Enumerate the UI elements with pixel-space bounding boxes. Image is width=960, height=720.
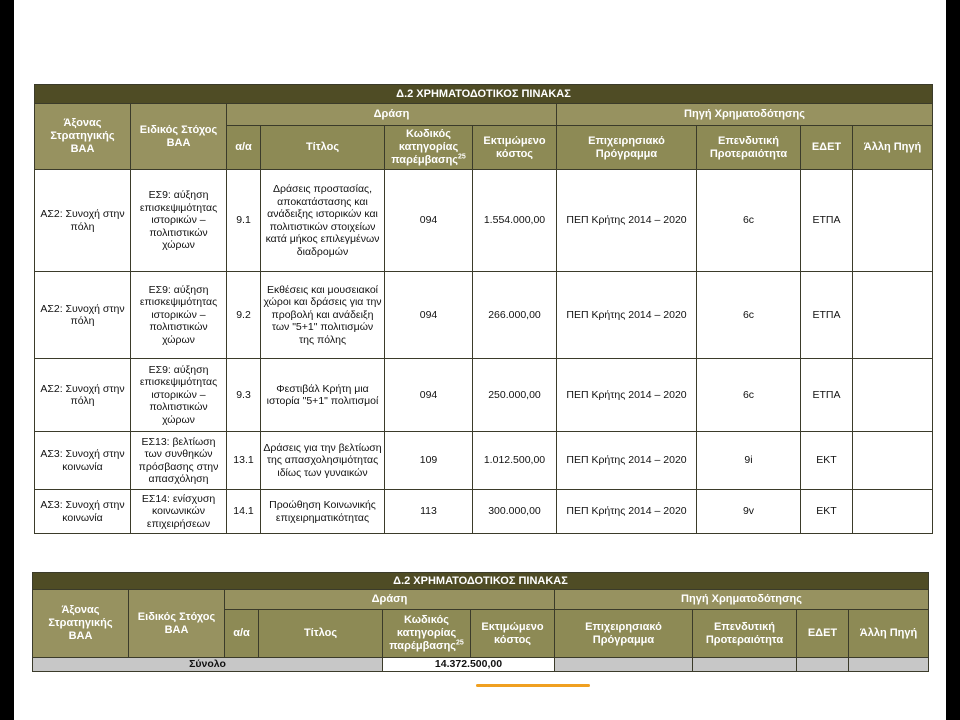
cell-program: ΠΕΠ Κρήτης 2014 – 2020 [557, 359, 697, 432]
cell-cost: 1.554.000,00 [473, 170, 557, 272]
header-objective: Ειδικός Στόχος ΒΑΑ [131, 104, 227, 170]
cell-other [853, 432, 933, 490]
total-row [33, 658, 929, 672]
cell-title: Δράσεις για την βελτίωση της απασχολησιμότητας ιδίως των γυναικών [261, 432, 385, 490]
summary-header-code: Κωδικός κατηγορίας παρέμβασης$^{25}$ [383, 610, 471, 658]
cell-code: 094 [385, 170, 473, 272]
header-title: Τίτλος [261, 126, 385, 170]
summary-header-objective: Ειδικός Στόχος ΒΑΑ [129, 590, 225, 658]
summary-header-action-group: Δράση [225, 590, 555, 610]
summary-header-title: Τίτλος [259, 610, 383, 658]
total-value: 14.372.500,00 [383, 658, 555, 672]
cell-program: ΠΕΠ Κρήτης 2014 – 2020 [557, 170, 697, 272]
cell-cost: 1.012.500,00 [473, 432, 557, 490]
table-row [35, 170, 933, 272]
total-label: Σύνολο [33, 658, 383, 672]
header-funding-group: Πηγή Χρηματοδότησης [557, 104, 933, 126]
cell-priority: 6c [697, 359, 801, 432]
cell-priority: 9v [697, 490, 801, 534]
table-row [35, 359, 933, 432]
summary-header-funding-group: Πηγή Χρηματοδότησης [555, 590, 929, 610]
cell-program: ΠΕΠ Κρήτης 2014 – 2020 [557, 272, 697, 359]
total-empty [693, 658, 797, 672]
summary-table [32, 572, 929, 672]
header-axis: Άξονας Στρατηγικής ΒΑΑ [35, 104, 131, 170]
cell-fund: ΕΤΠΑ [801, 359, 853, 432]
cell-cost: 300.000,00 [473, 490, 557, 534]
highlight-underline [476, 684, 590, 687]
cell-axis: ΑΣ3: Συνοχή στην κοινωνία [35, 432, 131, 490]
cell-fund: ΕΤΠΑ [801, 272, 853, 359]
table-row [35, 490, 933, 534]
cell-priority: 6c [697, 272, 801, 359]
cell-objective: ΕΣ14: ενίσχυση κοινωνικών επιχειρήσεων [131, 490, 227, 534]
table-row [35, 432, 933, 490]
cell-num: 14.1 [227, 490, 261, 534]
header-program: Επιχειρησιακό Πρόγραμμα [557, 126, 697, 170]
cell-num: 9.2 [227, 272, 261, 359]
cell-code: 109 [385, 432, 473, 490]
cell-num: 13.1 [227, 432, 261, 490]
header-priority: Επενδυτική Προτεραιότητα [697, 126, 801, 170]
header-other: Άλλη Πηγή [853, 126, 933, 170]
cell-axis: ΑΣ2: Συνοχή στην πόλη [35, 272, 131, 359]
cell-axis: ΑΣ2: Συνοχή στην πόλη [35, 359, 131, 432]
summary-header-program: Επιχειρησιακό Πρόγραμμα [555, 610, 693, 658]
cell-fund: ΕΚΤ [801, 432, 853, 490]
cell-fund: ΕΤΠΑ [801, 170, 853, 272]
table-row [35, 272, 933, 359]
cell-code: 094 [385, 272, 473, 359]
cell-objective: ΕΣ13: βελτίωση των συνθηκών πρόσβασης στην απασχόληση [131, 432, 227, 490]
cell-other [853, 170, 933, 272]
cell-priority: 6c [697, 170, 801, 272]
summary-header-num: α/α [225, 610, 259, 658]
cell-other [853, 359, 933, 432]
summary-table-title: Δ.2 ΧΡΗΜΑΤΟΔΟΤΙΚΟΣ ΠΙΝΑΚΑΣ [33, 573, 929, 590]
header-action-group: Δράση [227, 104, 557, 126]
cell-title: Εκθέσεις και μουσειακοί χώροι και δράσεις για την προβολή και ανάδειξη των "5+1" πολιτισμών της πόλης [261, 272, 385, 359]
cell-other [853, 272, 933, 359]
summary-header-priority: Επενδυτική Προτεραιότητα [693, 610, 797, 658]
cell-title: Φεστιβάλ Κρήτη μια ιστορία "5+1" πολιτισμοί [261, 359, 385, 432]
cell-code: 094 [385, 359, 473, 432]
cell-title: Δράσεις προστασίας, αποκατάστασης και ανάδειξης ιστορικών και πολιτιστικών στοιχείων κατά μήκος επιλεγμένων διαδρομών [261, 170, 385, 272]
cell-program: ΠΕΠ Κρήτης 2014 – 2020 [557, 490, 697, 534]
summary-header-fund: ΕΔΕΤ [797, 610, 849, 658]
header-num: α/α [227, 126, 261, 170]
cell-axis: ΑΣ3: Συνοχή στην κοινωνία [35, 490, 131, 534]
slide [14, 0, 946, 720]
summary-header-axis: Άξονας Στρατηγικής ΒΑΑ [33, 590, 129, 658]
cell-objective: ΕΣ9: αύξηση επισκεψιμότητας ιστορικών – πολιτιστικών χώρων [131, 170, 227, 272]
cell-other [853, 490, 933, 534]
table-title: Δ.2 ΧΡΗΜΑΤΟΔΟΤΙΚΟΣ ΠΙΝΑΚΑΣ [35, 85, 933, 104]
cell-title: Προώθηση Κοινωνικής επιχειρηματικότητας [261, 490, 385, 534]
cell-cost: 266.000,00 [473, 272, 557, 359]
cell-fund: ΕΚΤ [801, 490, 853, 534]
funding-table [34, 84, 933, 534]
cell-code: 113 [385, 490, 473, 534]
header-code: Κωδικός κατηγορίας παρέμβασης$^{25}$ [385, 126, 473, 170]
header-cost: Εκτιμώμενο κόστος [473, 126, 557, 170]
total-empty [849, 658, 929, 672]
cell-objective: ΕΣ9: αύξηση επισκεψιμότητας ιστορικών – πολιτιστικών χώρων [131, 359, 227, 432]
total-empty [797, 658, 849, 672]
total-empty [555, 658, 693, 672]
cell-program: ΠΕΠ Κρήτης 2014 – 2020 [557, 432, 697, 490]
cell-cost: 250.000,00 [473, 359, 557, 432]
cell-num: 9.1 [227, 170, 261, 272]
cell-axis: ΑΣ2: Συνοχή στην πόλη [35, 170, 131, 272]
summary-header-other: Άλλη Πηγή [849, 610, 929, 658]
cell-objective: ΕΣ9: αύξηση επισκεψιμότητας ιστορικών – πολιτιστικών χώρων [131, 272, 227, 359]
summary-header-cost: Εκτιμώμενο κόστος [471, 610, 555, 658]
cell-priority: 9i [697, 432, 801, 490]
header-fund: ΕΔΕΤ [801, 126, 853, 170]
cell-num: 9.3 [227, 359, 261, 432]
